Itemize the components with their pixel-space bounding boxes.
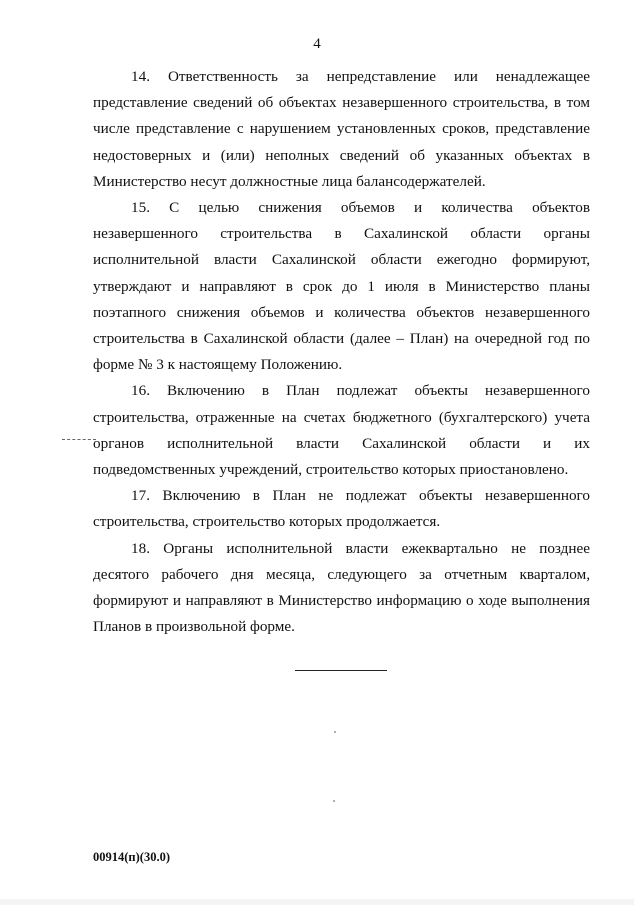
paragraph-17: 17. Включению в План не подлежат объекты незавершенного строительства, строительство которых продолжается. xyxy=(93,487,590,531)
paragraph-15: 15. С целью снижения объемов и количества объектов незавершенного строительства в Сахалинской области органы исполнительной власти Сахалинской области ежегодно формируют, утверждают и направляют в срок до 1 июля в Министерство планы поэтапного снижения объемов и количества объектов незавершенного строительства в Сахалинской области (далее – План) на очередной год по форме № 3 к настоящему Положению. xyxy=(93,199,590,374)
scan-artifact-dot xyxy=(334,731,336,733)
paragraph-18: 18. Органы исполнительной власти ежеквартально не позднее десятого рабочего дня месяца, следующего за отчетным кварталом, формируют и направляют в Министерство информацию о ходе выполнения Планов в произвольной форме. xyxy=(93,539,590,636)
document-code: 00914(п)(30.0) xyxy=(93,850,170,864)
paragraph-14: 14. Ответственность за непредставление или ненадлежащее представление сведений об объектах незавершенного строительства, в том числе представление с нарушением установленных сроков, представление недостоверных и (или) неполных сведений об указанных объектах в Министерство несут должностные лица балансодержателей. xyxy=(93,68,590,190)
margin-mark xyxy=(62,439,96,440)
document-body xyxy=(93,64,590,640)
scan-artifact-dot xyxy=(333,800,335,802)
page-number: 4 xyxy=(313,36,321,52)
paragraph-16: 16. Включению в План подлежат объекты незавершенного строительства, отраженные на счетах бюджетного (бухгалтерского) учета органов исполнительной власти Сахалинской области и их подведомственных учреждений, строительство которых приостановлено. xyxy=(93,382,590,479)
page-bottom-edge xyxy=(0,899,634,905)
end-separator-line xyxy=(295,670,387,671)
